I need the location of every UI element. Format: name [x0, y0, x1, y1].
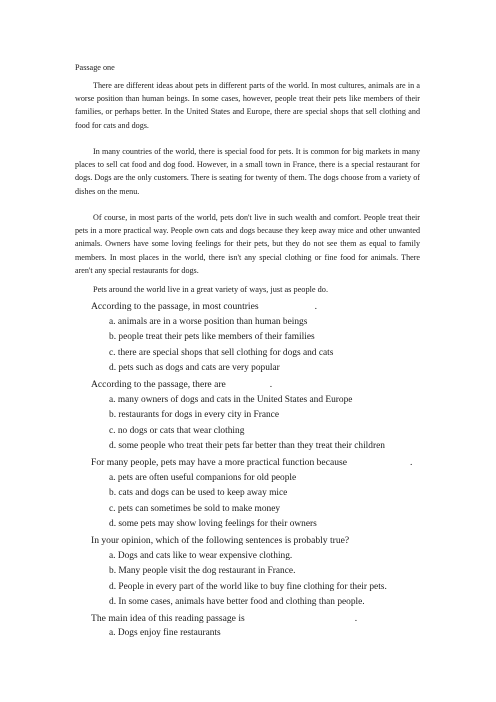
option-c: c. there are special shops that sell clothing for dogs and cats — [109, 347, 334, 358]
option-d: d. some people who treat their pets far better than they treat their children — [109, 441, 385, 452]
option-b: b. restaurants for dogs in every city in France — [109, 410, 279, 421]
paragraph-3: Of course, in most parts of the world, pets don't live in such wealth and comfort. People treat their pets in a more practical way. People own cats and dogs because they keep away mice and other unwanted animals. Owners have some loving feelings for their pets, but they do not see them as equal to family members. In most places in the world, there isn't any special clothing or fine food for animals. There aren't any special restaurants for dogs. — [75, 213, 420, 275]
option-a: a. many owners of dogs and cats in the United States and Europe — [109, 394, 353, 405]
question-stem — [91, 533, 421, 549]
option-b: b. cats and dogs can be used to keep away mice — [109, 488, 288, 499]
option-d: d. some pets may show loving feelings for their owners — [109, 519, 317, 530]
question-2 — [91, 377, 421, 455]
option-c: d. People in every part of the world like to buy fine clothing for their pets. — [109, 581, 387, 592]
question-stem — [91, 377, 421, 393]
question-4 — [91, 533, 421, 611]
question-1 — [91, 299, 421, 377]
option-d: d. pets such as dogs and cats are very popular — [109, 363, 280, 374]
paragraph-1: There are different ideas about pets in different parts of the world. In most cultures, animals are in a worse position than human beings. In some cases, however, people treat their pets like members of their families, or perhaps better. In the United States and Europe, there are special shops that sell clothing and food for cats and dogs. — [75, 81, 420, 130]
question-stem-text: According to the passage, in most countries — [91, 301, 259, 312]
question-stem — [91, 611, 421, 627]
question-stem-text: In your opinion, which of the following sentences is probably true? — [91, 534, 350, 546]
option-a: a. Dogs and cats like to wear expensive clothing. — [109, 550, 293, 561]
option-a: a. animals are in a worse position than human beings — [109, 316, 308, 327]
question-stem-text: For many people, pets may have a more practical function because — [91, 456, 348, 468]
passage-title: Passage one — [75, 63, 115, 72]
option-c: c. no dogs or cats that wear clothing — [109, 425, 245, 436]
question-stem — [91, 299, 421, 315]
question-stem-end: . — [314, 301, 317, 312]
question-stem-end: . — [354, 612, 358, 624]
question-3 — [91, 455, 421, 533]
question-stem-end: . — [410, 456, 413, 468]
paragraph-2: In many countries of the world, there is special food for pets. It is common for big markets in many places to sell cat food and dog food. However, in a small town in France, there is a special restaurant for dogs. Dogs are the only customers. There is seating for twenty of them. The dogs choose from a variety of dishes on the menu. — [75, 147, 420, 196]
question-5 — [91, 611, 421, 642]
question-stem — [91, 455, 421, 471]
question-stem-end: . — [269, 378, 273, 390]
option-b: b. Many people visit the dog restaurant in France. — [109, 566, 296, 577]
option-d: d. In some cases, animals have better food and clothing than people. — [109, 597, 365, 608]
closing-line: Pets around the world live in a great variety of ways, just as people do. — [93, 285, 329, 294]
question-stem-text: According to the passage, there are — [91, 378, 226, 390]
question-list — [91, 299, 421, 642]
option-b: b. people treat their pets like members of their families — [109, 332, 315, 343]
option-a: a. pets are often useful companions for old people — [109, 472, 297, 483]
option-a: a. Dogs enjoy fine restaurants — [109, 628, 221, 639]
question-stem-text: The main idea of this reading passage is — [91, 612, 245, 624]
option-c: c. pets can sometimes be sold to make money — [109, 503, 281, 514]
